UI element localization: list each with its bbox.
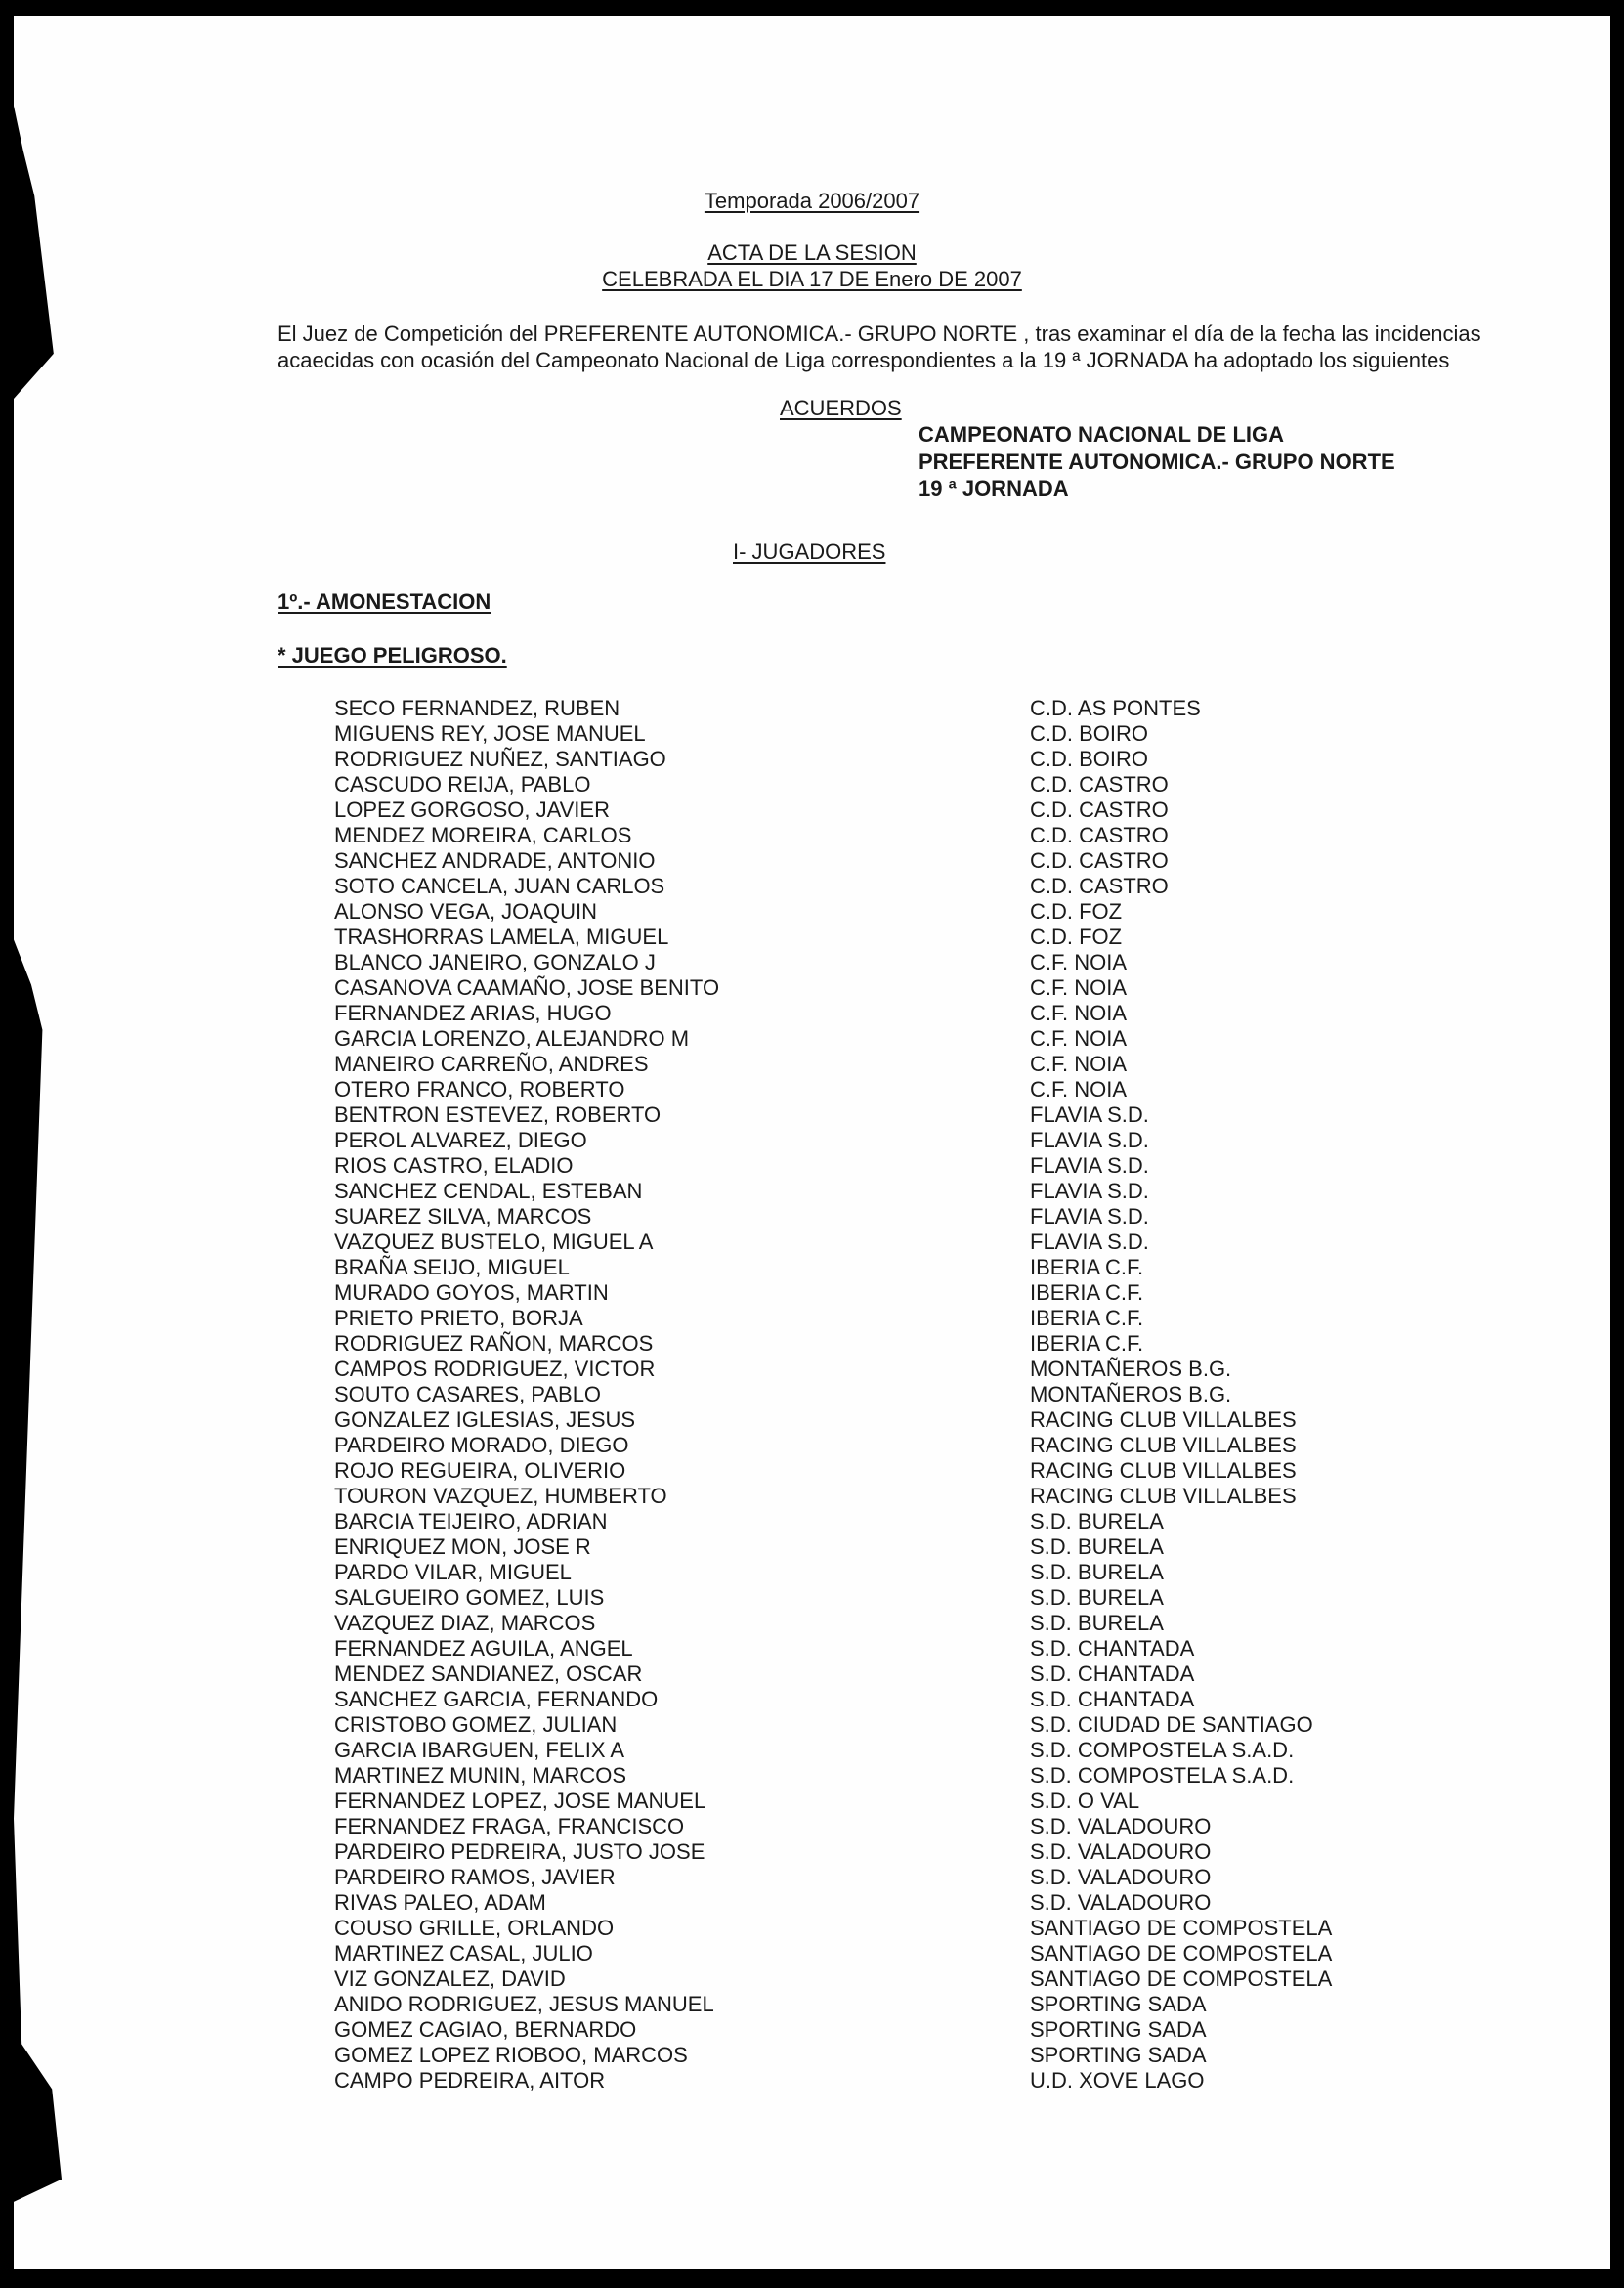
player-row [334, 1077, 1311, 1102]
player-name: PEROL ALVAREZ, DIEGO [334, 1128, 587, 1152]
player-club: U.D. XOVE LAGO [1030, 2068, 1205, 2093]
player-club: RACING CLUB VILLALBES [1030, 1484, 1297, 1508]
player-club: C.D. FOZ [1030, 899, 1123, 924]
player-name: LOPEZ GORGOSO, JAVIER [334, 798, 610, 822]
section-heading: I- JUGADORES [733, 540, 886, 564]
player-name: BLANCO JANEIRO, GONZALO J [334, 950, 656, 974]
player-club: S.D. BURELA [1030, 1611, 1164, 1635]
player-club: S.D. BURELA [1030, 1509, 1164, 1533]
player-row [334, 1280, 1311, 1306]
player-name: PARDO VILAR, MIGUEL [334, 1560, 572, 1584]
player-club: S.D. BURELA [1030, 1585, 1164, 1610]
player-club: RACING CLUB VILLALBES [1030, 1407, 1297, 1432]
player-name: MENDEZ SANDIANEZ, OSCAR [334, 1662, 643, 1686]
player-name: MENDEZ MOREIRA, CARLOS [334, 823, 632, 847]
player-club: S.D. VALADOURO [1030, 1865, 1212, 1889]
player-name: GOMEZ LOPEZ RIOBOO, MARCOS [334, 2043, 688, 2067]
player-club: MONTAÑEROS B.G. [1030, 1357, 1232, 1381]
player-name: ALONSO VEGA, JOAQUIN [334, 899, 597, 924]
player-club: FLAVIA S.D. [1030, 1204, 1149, 1229]
player-club: SANTIAGO DE COMPOSTELA [1030, 1916, 1333, 1940]
player-row [334, 1230, 1311, 1255]
player-row [334, 2017, 1311, 2043]
player-club: S.D. CHANTADA [1030, 1687, 1195, 1711]
player-club: C.D. AS PONTES [1030, 696, 1201, 720]
player-name: MARTINEZ MUNIN, MARCOS [334, 1763, 627, 1788]
player-row [334, 1128, 1311, 1153]
player-name: GONZALEZ IGLESIAS, JESUS [334, 1407, 636, 1432]
player-club: C.F. NOIA [1030, 1026, 1128, 1051]
player-row [334, 1306, 1311, 1331]
player-name: CAMPOS RODRIGUEZ, VICTOR [334, 1357, 656, 1381]
player-name: PARDEIRO RAMOS, JAVIER [334, 1865, 616, 1889]
player-name: CASCUDO REIJA, PABLO [334, 772, 591, 797]
player-club: IBERIA C.F. [1030, 1306, 1144, 1330]
player-row [334, 1560, 1311, 1585]
acta-title: ACTA DE LA SESION [707, 240, 917, 265]
intro-paragraph: El Juez de Competición del PREFERENTE AUTONOMICA.- GRUPO NORTE , tras examinar el día de la fecha las incidencias acaecidas con ocasión del Campeonato Nacional de Liga correspondientes a la 19 ª JORNADA ha adoptado los siguientes [278, 322, 1481, 372]
player-club: S.D. COMPOSTELA S.A.D. [1030, 1763, 1295, 1788]
player-row [334, 1687, 1311, 1712]
player-row [334, 1534, 1311, 1560]
player-club: S.D. VALADOURO [1030, 1814, 1212, 1838]
player-row [334, 1179, 1311, 1204]
player-name: RODRIGUEZ RAÑON, MARCOS [334, 1331, 654, 1356]
player-club: SPORTING SADA [1030, 1992, 1207, 2016]
player-name: ROJO REGUEIRA, OLIVERIO [334, 1458, 626, 1483]
player-row [334, 1636, 1311, 1662]
player-name: RODRIGUEZ NUÑEZ, SANTIAGO [334, 747, 666, 771]
player-name: ANIDO RODRIGUEZ, JESUS MANUEL [334, 1992, 714, 2016]
player-club: C.D. FOZ [1030, 925, 1123, 949]
player-name: GOMEZ CAGIAO, BERNARDO [334, 2017, 637, 2042]
player-club: S.D. VALADOURO [1030, 1890, 1212, 1915]
player-name: CASANOVA CAAMAÑO, JOSE BENITO [334, 975, 720, 1000]
player-row [334, 975, 1311, 1001]
player-name: CAMPO PEDREIRA, AITOR [334, 2068, 606, 2093]
player-name: MURADO GOYOS, MARTIN [334, 1280, 609, 1305]
player-row [334, 696, 1311, 721]
player-row [334, 798, 1311, 823]
player-row [334, 2068, 1311, 2094]
player-club: C.F. NOIA [1030, 1077, 1128, 1101]
player-name: SALGUEIRO GOMEZ, LUIS [334, 1585, 605, 1610]
player-club: S.D. BURELA [1030, 1560, 1164, 1584]
player-name: SOTO CANCELA, JUAN CARLOS [334, 874, 665, 898]
player-club: FLAVIA S.D. [1030, 1230, 1149, 1254]
player-row [334, 1001, 1311, 1026]
player-row [334, 1916, 1333, 1941]
player-row [334, 1433, 1311, 1458]
player-name: MANEIRO CARREÑO, ANDRES [334, 1052, 649, 1076]
player-club: C.F. NOIA [1030, 975, 1128, 1000]
player-row [334, 1484, 1311, 1509]
player-club: C.D. CASTRO [1030, 848, 1169, 873]
player-club: S.D. COMPOSTELA S.A.D. [1030, 1738, 1295, 1762]
competition-group: PREFERENTE AUTONOMICA.- GRUPO NORTE [919, 450, 1395, 474]
player-row [334, 1712, 1311, 1738]
player-row [334, 1357, 1311, 1382]
player-row [334, 899, 1311, 925]
player-row [334, 1865, 1311, 1890]
player-row [334, 721, 1311, 747]
competition-name: CAMPEONATO NACIONAL DE LIGA [919, 422, 1285, 447]
player-club: RACING CLUB VILLALBES [1030, 1458, 1297, 1483]
player-club: C.F. NOIA [1030, 1001, 1128, 1025]
player-name: SUAREZ SILVA, MARCOS [334, 1204, 592, 1229]
player-row [334, 1331, 1311, 1357]
player-row [334, 772, 1311, 798]
player-name: GARCIA IBARGUEN, FELIX A [334, 1738, 625, 1762]
player-club: FLAVIA S.D. [1030, 1102, 1149, 1127]
player-name: BENTRON ESTEVEZ, ROBERTO [334, 1102, 662, 1127]
player-club: SPORTING SADA [1030, 2017, 1207, 2042]
player-club: S.D. CHANTADA [1030, 1662, 1195, 1686]
player-name: FERNANDEZ LOPEZ, JOSE MANUEL [334, 1789, 706, 1813]
player-row [334, 1509, 1311, 1534]
player-club: FLAVIA S.D. [1030, 1153, 1149, 1178]
player-club: C.F. NOIA [1030, 1052, 1128, 1076]
player-row [334, 1026, 1311, 1052]
player-club: C.D. CASTRO [1030, 823, 1169, 847]
player-club: FLAVIA S.D. [1030, 1179, 1149, 1203]
player-name: GARCIA LORENZO, ALEJANDRO M [334, 1026, 690, 1051]
player-name: RIOS CASTRO, ELADIO [334, 1153, 574, 1178]
player-row [334, 1839, 1311, 1865]
acuerdos-heading: ACUERDOS [780, 396, 902, 420]
player-club: IBERIA C.F. [1030, 1331, 1144, 1356]
player-club: C.D. BOIRO [1030, 747, 1149, 771]
player-name: MIGUENS REY, JOSE MANUEL [334, 721, 646, 746]
player-club: C.D. BOIRO [1030, 721, 1149, 746]
player-row [334, 747, 1311, 772]
player-row [334, 823, 1311, 848]
player-club: S.D. O VAL [1030, 1789, 1140, 1813]
player-name: VIZ GONZALEZ, DAVID [334, 1966, 566, 1991]
player-name: PARDEIRO PEDREIRA, JUSTO JOSE [334, 1839, 705, 1864]
player-row [334, 1611, 1311, 1636]
player-name: RIVAS PALEO, ADAM [334, 1890, 546, 1915]
player-club: S.D. BURELA [1030, 1534, 1164, 1559]
player-club: C.D. CASTRO [1030, 874, 1169, 898]
player-row [334, 950, 1311, 975]
player-name: BRAÑA SEIJO, MIGUEL [334, 1255, 570, 1279]
player-club: S.D. VALADOURO [1030, 1839, 1212, 1864]
player-row [334, 1382, 1311, 1407]
player-row [334, 1052, 1311, 1077]
player-club: FLAVIA S.D. [1030, 1128, 1149, 1152]
player-row [334, 1966, 1333, 1992]
player-club: IBERIA C.F. [1030, 1255, 1144, 1279]
player-row [334, 925, 1311, 950]
player-name: VAZQUEZ BUSTELO, MIGUEL A [334, 1230, 654, 1254]
player-name: PARDEIRO MORADO, DIEGO [334, 1433, 629, 1457]
player-club: MONTAÑEROS B.G. [1030, 1382, 1232, 1406]
player-row [334, 1992, 1311, 2017]
player-club: RACING CLUB VILLALBES [1030, 1433, 1297, 1457]
season-title: Temporada 2006/2007 [704, 189, 920, 213]
player-name: BARCIA TEIJEIRO, ADRIAN [334, 1509, 608, 1533]
player-name: FERNANDEZ FRAGA, FRANCISCO [334, 1814, 685, 1838]
player-row [334, 1890, 1311, 1916]
player-name: FERNANDEZ ARIAS, HUGO [334, 1001, 612, 1025]
player-row [334, 1204, 1311, 1230]
player-name: ENRIQUEZ MON, JOSE R [334, 1534, 591, 1559]
player-row [334, 1763, 1311, 1789]
player-row [334, 1458, 1311, 1484]
player-row [334, 874, 1311, 899]
player-name: TRASHORRAS LAMELA, MIGUEL [334, 925, 669, 949]
player-club: S.D. CHANTADA [1030, 1636, 1195, 1661]
player-row [334, 1153, 1311, 1179]
player-row [334, 1407, 1311, 1433]
player-name: COUSO GRILLE, ORLANDO [334, 1916, 615, 1940]
player-name: SECO FERNANDEZ, RUBEN [334, 696, 620, 720]
player-row [334, 1814, 1311, 1839]
player-name: OTERO FRANCO, ROBERTO [334, 1077, 625, 1101]
player-club: C.D. CASTRO [1030, 798, 1169, 822]
player-row [334, 848, 1311, 874]
player-club: SANTIAGO DE COMPOSTELA [1030, 1941, 1333, 1965]
player-name: CRISTOBO GOMEZ, JULIAN [334, 1712, 618, 1737]
player-name: MARTINEZ CASAL, JULIO [334, 1941, 593, 1965]
player-name: VAZQUEZ DIAZ, MARCOS [334, 1611, 596, 1635]
player-row [334, 1789, 1311, 1814]
player-row [334, 1738, 1311, 1763]
sanction-heading: 1º.- AMONESTACION [278, 589, 491, 614]
player-club: IBERIA C.F. [1030, 1280, 1144, 1305]
player-row [334, 1585, 1311, 1611]
player-row [334, 1662, 1311, 1687]
player-club: SPORTING SADA [1030, 2043, 1207, 2067]
player-name: SOUTO CASARES, PABLO [334, 1382, 602, 1406]
category-heading: * JUEGO PELIGROSO. [278, 643, 507, 668]
player-club: C.D. CASTRO [1030, 772, 1169, 797]
player-name: SANCHEZ CENDAL, ESTEBAN [334, 1179, 643, 1203]
session-date: CELEBRADA EL DIA 17 DE Enero DE 2007 [602, 267, 1022, 291]
player-name: PRIETO PRIETO, BORJA [334, 1306, 583, 1330]
player-row [334, 1102, 1311, 1128]
player-row [334, 2043, 1311, 2068]
player-club: SANTIAGO DE COMPOSTELA [1030, 1966, 1333, 1991]
player-name: SANCHEZ ANDRADE, ANTONIO [334, 848, 656, 873]
player-name: FERNANDEZ AGUILA, ANGEL [334, 1636, 633, 1661]
player-club: S.D. CIUDAD DE SANTIAGO [1030, 1712, 1313, 1737]
player-row [334, 1255, 1311, 1280]
competition-round: 19 ª JORNADA [919, 476, 1069, 500]
player-name: SANCHEZ GARCIA, FERNANDO [334, 1687, 659, 1711]
player-club: C.F. NOIA [1030, 950, 1128, 974]
player-row [334, 1941, 1333, 1966]
player-name: TOURON VAZQUEZ, HUMBERTO [334, 1484, 667, 1508]
